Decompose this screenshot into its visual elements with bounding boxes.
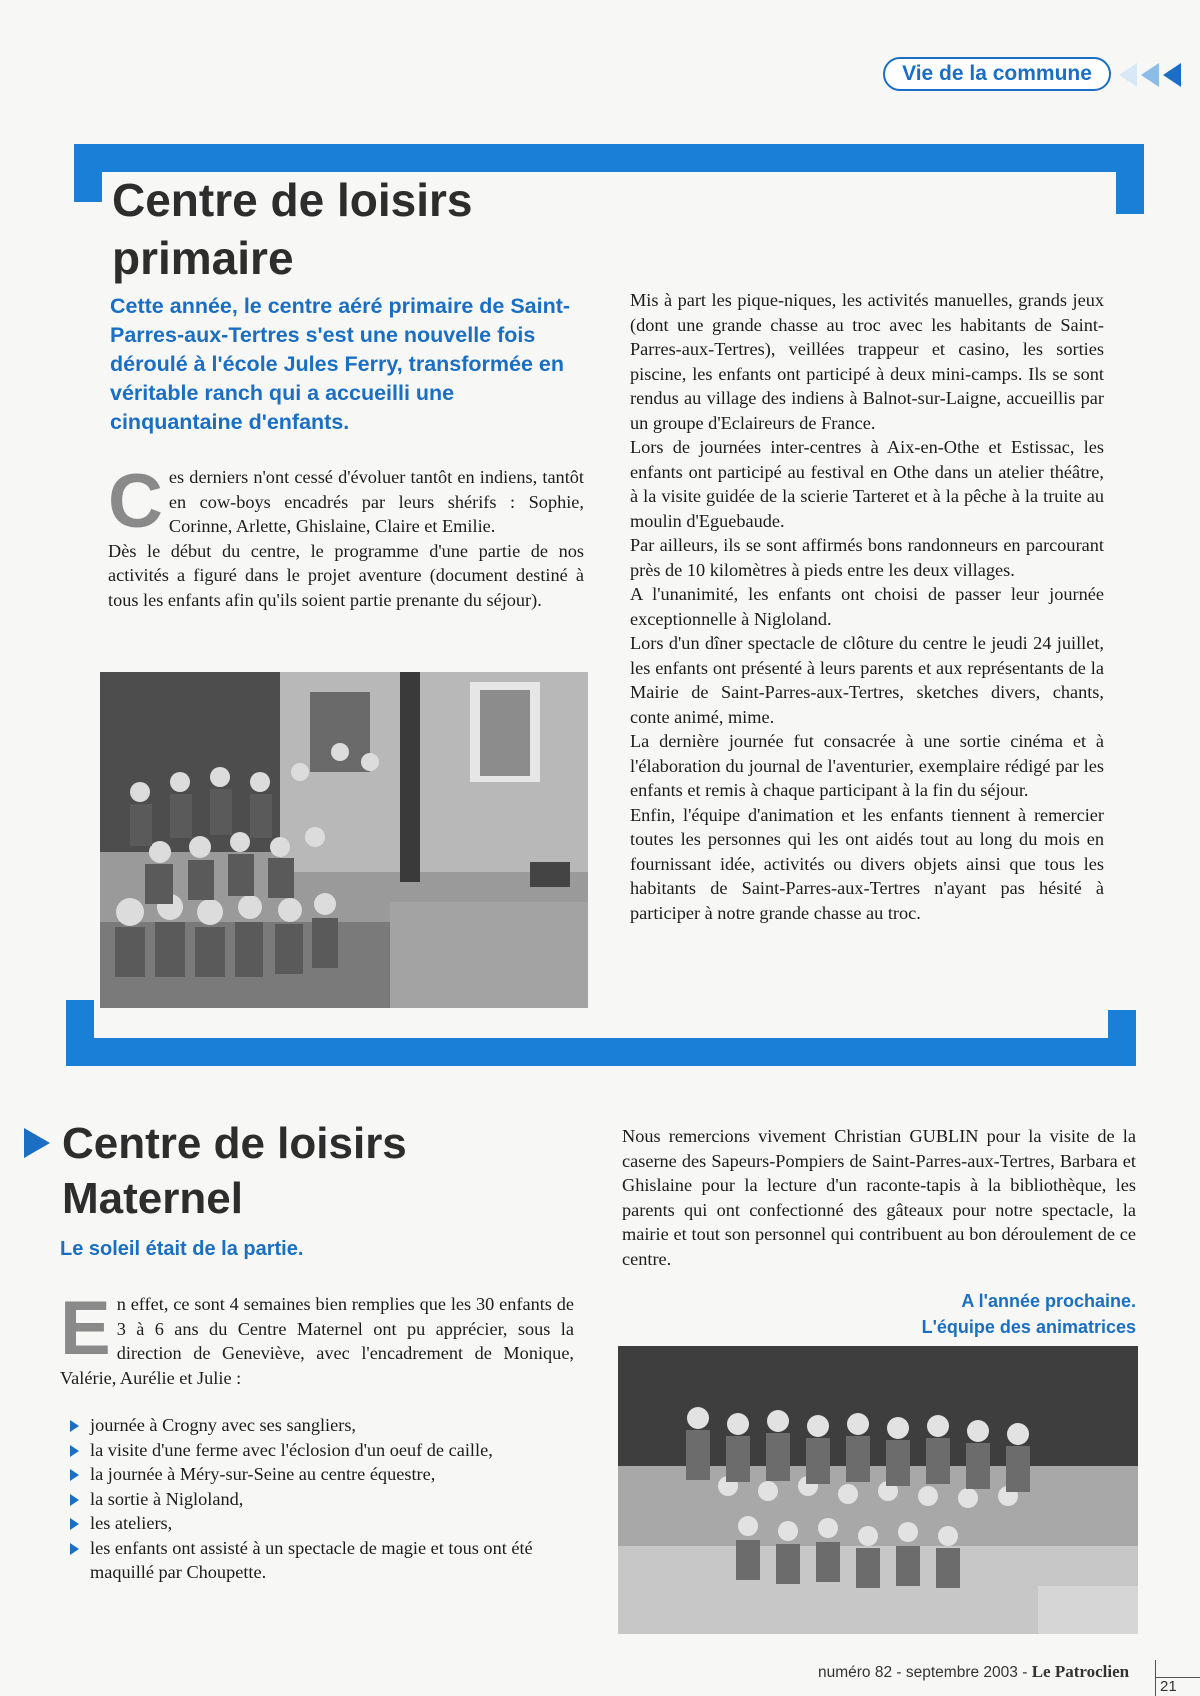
footer-magazine-name: Le Patroclien [1031,1662,1130,1681]
article1-right-para: Par ailleurs, ils se sont affirmés bons randonneurs en parcourant près de 10 kilomètres à pieds entre les deux villages. [630,535,1104,580]
article1-left-body [108,459,584,612]
article2-activity-list [62,1413,582,1585]
article1-dropcap: C [108,459,163,544]
article1-title-line1: Centre de loisirs [112,174,473,226]
article1-title-line2: primaire [112,231,294,284]
page-number: 21 [1160,1678,1177,1695]
bullet-triangle-icon [70,1543,79,1555]
frame-top-bar [74,144,1144,172]
frame-bottom-bar [66,1038,1136,1066]
article1-right-para: Enfin, l'équipe d'animation et les enfants tiennent à remercier toutes les personnes qui les ont aidés tout au long du mois en fournissant idée, activités ou divers objets ainsi que tous les habitants de Saint-Parres-aux-Tertres n'ayant pas hésité à participer à notre grande chasse au troc. [630,804,1104,923]
article1-right-para: Lors de journées inter-centres à Aix-en-Othe et Estissac, les enfants ont participé au festival en Othe dans un atelier théâtre, à la visite guidée de la scierie Tarteret et à la pêche à la truite au moulin d'Eguebaude. [630,437,1104,531]
article1-para1: es derniers n'ont cessé d'évoluer tantôt en indiens, tantôt en cow-boys encadrés par leurs shérifs : Sophie, Corinne, Arlette, Ghislaine, Claire et Emilie. [168,467,584,536]
frame-top-right-tab [1116,144,1144,214]
triple-arrow-icon [1117,62,1187,88]
article2-signature [700,1288,1136,1340]
bullet-triangle-icon [70,1518,79,1530]
bullet-triangle-icon [70,1494,79,1506]
article2-dropcap: E [60,1286,111,1371]
frame-bottom-right-tab [1108,1010,1136,1066]
list-item-text: les enfants ont assisté à un spectacle de magie et tous ont été maquillé par Choupette. [90,1537,533,1582]
group-photo-primaire [100,672,588,1008]
article1-right-para: Lors d'un dîner spectacle de clôture du centre le jeudi 24 juillet, les enfants ont présenté à leurs parents et aux représentants de la Mairie de Saint-Parres-aux-Tertres, sketches divers, chants, conte animé, mime. [630,633,1104,727]
article1-right-para: La dernière journée fut consacrée à une sortie cinéma et à l'élaboration du journal de l'aventurier, exemplaire rédigé par les enfants et remis à chaque participant à la fin du séjour. [630,731,1104,800]
list-item [62,1438,582,1463]
list-item-text: la visite d'une ferme avec l'éclosion d'un oeuf de caille, [90,1439,493,1460]
frame-top-left-tab [74,144,102,202]
list-item-text: les ateliers, [90,1513,173,1533]
photo-maternel-image [618,1346,1138,1634]
article1-title [112,172,672,287]
article2-para1: n effet, ce sont 4 semaines bien remplies que les 30 enfants de 3 à 6 ans du Centre Maternel ont pu apprécier, sous la direction de Geneviève, avec l'encadrement de Monique, Valérie, Aurélie et Julie : [60,1294,574,1388]
frame-bottom-left-tab [66,1000,94,1066]
list-item-text: journée à Crogny avec ses sangliers, [90,1415,357,1435]
article2-title-line2: Maternel [62,1174,243,1223]
article1-right-body [630,288,1104,925]
list-item-text: la journée à Méry-sur-Seine au centre équestre, [90,1464,436,1484]
list-item [62,1536,582,1585]
list-item [62,1462,582,1487]
article1-lead: Cette année, le centre aéré primaire de Saint-Parres-aux-Tertres s'est une nouvelle fois déroulé à l'école Jules Ferry, transformée en véritable ranch qui a accueilli une cinquantaine d'enfants. [110,294,571,434]
photo-primaire-image [100,672,588,1008]
group-photo-maternel [618,1346,1138,1634]
footer-issue: numéro 82 - septembre 2003 - [818,1664,1028,1681]
article2-title [62,1116,562,1226]
footer-divider [1155,1660,1156,1696]
list-item [62,1511,582,1536]
article2-right-body [622,1124,1136,1271]
list-item-text: la sortie à Nigloland, [90,1488,244,1509]
list-item [62,1487,582,1512]
blue-triangle-icon [22,1126,52,1160]
bullet-triangle-icon [70,1469,79,1481]
article1-right-para: Mis à part les pique-niques, les activités manuelles, grands jeux (dont une grande chasse au troc avec les habitants de Saint-Parres-aux-Tertres), veillées trappeur et casino, les sorties piscine, les enfants ont participé à deux mini-camps. Ils se sont rendus au village des indiens à Balnot-sur-Laigne, accueillis par un groupe d'Eclaireurs de France. [630,290,1104,433]
article1-para2: Dès le début du centre, le programme d'une partie de nos activités a figuré dans le projet aventure (document destiné à tous les enfants afin qu'ils soient partie prenante du séjour). [108,540,584,610]
list-item [62,1413,582,1438]
article2-title-line1: Centre de loisirs [62,1119,407,1168]
page-footer [818,1662,1158,1682]
article2-right-para: Nous remercions vivement Christian GUBLIN pour la visite de la caserne des Sapeurs-Pompiers de Saint-Parres-aux-Tertres, Barbara et Ghislaine pour la lecture d'un raconte-tapis à la bibliothèque, les parents qui ont confectionné des gâteaux pour notre spectacle, la mairie et tout son personnel qui contribuent au bon déroulement de ce centre. [622,1126,1136,1269]
article1-right-para: A l'unanimité, les enfants ont choisi de passer leur journée exceptionnelle à Nigloland. [630,584,1104,629]
bullet-triangle-icon [70,1445,79,1457]
article2-left-body [60,1286,574,1390]
article2-lead: Le soleil était de la partie. [60,1238,304,1260]
signature-line2: L'équipe des animatrices [921,1317,1136,1337]
signature-line1: A l'année prochaine. [961,1291,1136,1311]
section-label: Vie de la commune [883,57,1111,91]
bullet-triangle-icon [70,1420,79,1432]
